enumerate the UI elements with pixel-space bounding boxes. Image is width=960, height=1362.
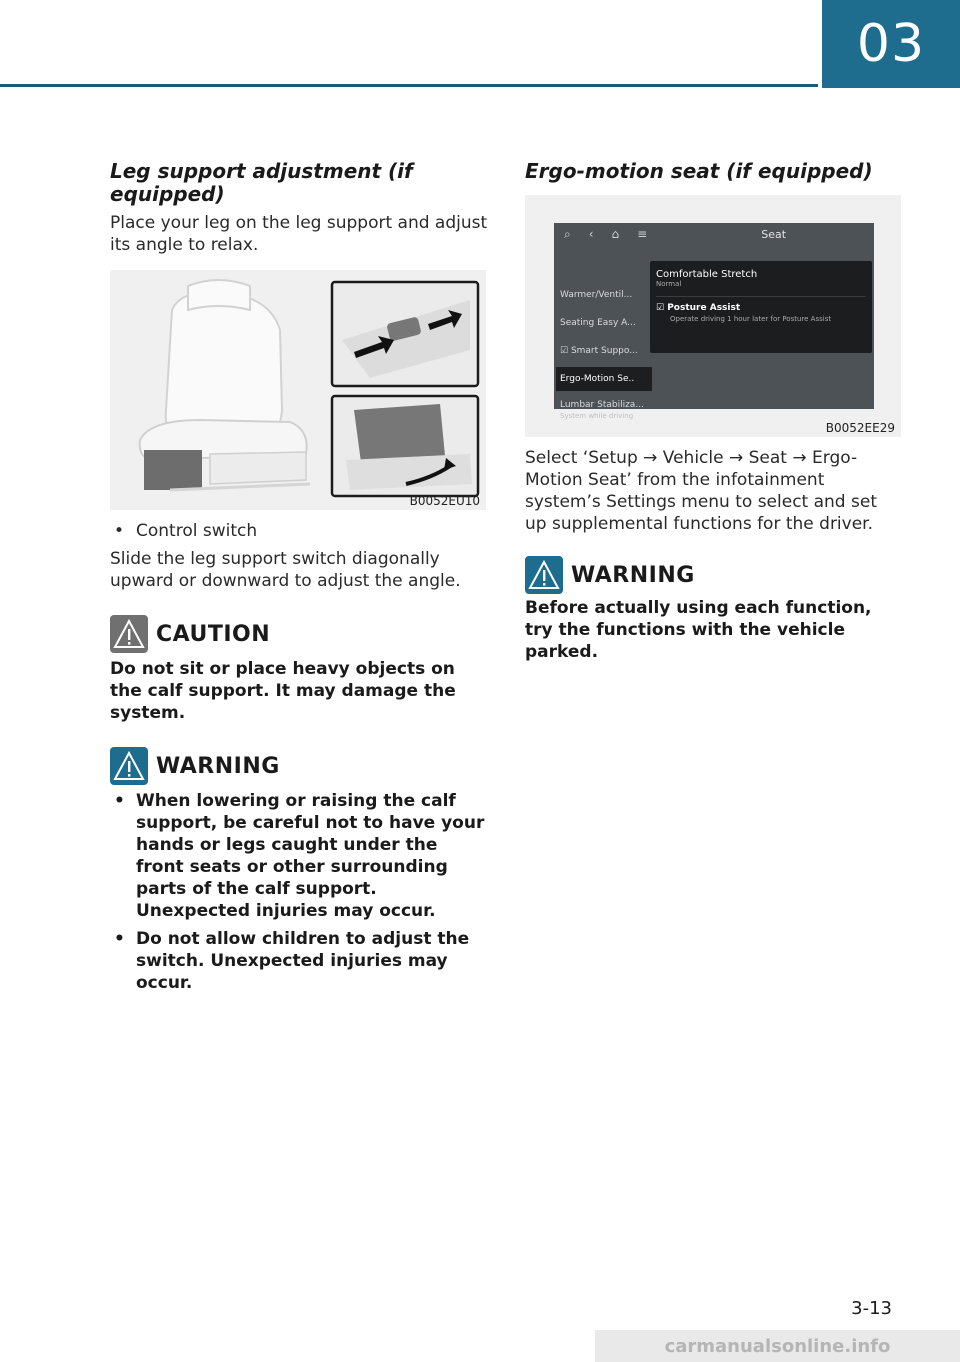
ergo-motion-figure [525, 195, 901, 437]
screen-menu [560, 281, 652, 421]
warning-text: Before actually using each function, try the functions with the vehicle parked. [525, 598, 872, 662]
popup-check-sub: Operate driving 1 hour later for Posture Assist [670, 315, 832, 323]
warning-item: • Do not allow children to adjust the switch. Unexpected injuries may occur. [110, 928, 488, 994]
menu-item-sub: System while driving [560, 412, 634, 420]
warning-title: WARNING [156, 753, 280, 779]
popup-sub: Normal [656, 280, 682, 288]
back-icon: ‹ [588, 227, 594, 241]
ergo-motion-body: Select ‘Setup → Vehicle → Seat → Ergo-Motion Seat’ from the infotainment system’s Settings menu to select and set up supplemental functions for the driver. [525, 448, 877, 534]
menu-item-selected: Ergo-Motion Se.. [556, 367, 652, 391]
search-icon: ⌕ [564, 226, 571, 241]
seat-illustration [110, 270, 486, 510]
menu-item-label: Smart Suppo... [570, 346, 638, 356]
caution-text: Do not sit or place heavy objects on the calf support. It may damage the system. [110, 659, 456, 723]
menu-icon: ≡ [637, 227, 648, 241]
watermark[interactable]: carmanualsonline.info [595, 1330, 960, 1362]
popup-check-label: Posture Assist [667, 303, 741, 313]
warning-item: • When lowering or raising the calf support, be careful not to have your hands or legs caught under the front seats or other surrounding parts of the calf support. Unexpected injuries may occur. [110, 790, 488, 922]
menu-item [560, 337, 652, 365]
leg-support-highlight [144, 450, 202, 490]
warning-box [110, 746, 488, 994]
left-column [110, 160, 488, 994]
chapter-number: 03 [822, 0, 960, 88]
warning-item-text: Do not allow children to adjust the switch. Unexpected injuries may occur. [136, 929, 470, 993]
screen-topbar [554, 223, 874, 245]
screen-title: Seat [761, 227, 787, 241]
infotainment-screen [554, 223, 874, 420]
warning-icon [525, 556, 563, 594]
ergo-motion-heading: Ergo-motion seat (if equipped) [525, 159, 873, 183]
caution-icon [110, 615, 148, 653]
popup-check [650, 297, 872, 313]
leg-support-body: Slide the leg support switch diagonally upward or downward to adjust the angle. [110, 549, 461, 591]
leg-support-figure [110, 270, 486, 510]
home-icon: ⌂ [611, 227, 620, 241]
warning-box [525, 555, 903, 663]
leg-support-heading: Leg support adjustment (if equipped) [110, 159, 413, 206]
popup-panel [650, 261, 872, 353]
figure-code: B0052EU10 [409, 494, 480, 508]
bullet-text: Control switch [136, 521, 258, 541]
right-column [525, 160, 903, 663]
popup-title: Comfortable Stretch [656, 269, 758, 280]
leg-support-intro: Place your leg on the leg support and adjust its angle to relax. [110, 213, 488, 255]
page-number: 3-13 [851, 1298, 892, 1319]
checkbox-icon: ☑ [560, 346, 571, 356]
control-switch-bullet: • Control switch [114, 521, 258, 541]
caution-title: CAUTION [156, 621, 271, 647]
menu-item: Seating Easy A... [560, 318, 636, 328]
warning-icon [110, 747, 148, 785]
caution-box [110, 614, 488, 724]
menu-item: Lumbar Stabiliza... [560, 400, 644, 410]
menu-item: Warmer/Ventil... [560, 290, 633, 300]
warning-item-text: When lowering or raising the calf support, be careful not to have your hands or legs caught under the front seats or other surrounding parts of the calf support. Unexpected injuries may occur. [136, 791, 485, 921]
figure-code: B0052EE29 [825, 421, 895, 435]
checkbox-icon: ☑ [656, 303, 668, 313]
header-rule [0, 84, 818, 87]
warning-title: WARNING [571, 562, 695, 588]
